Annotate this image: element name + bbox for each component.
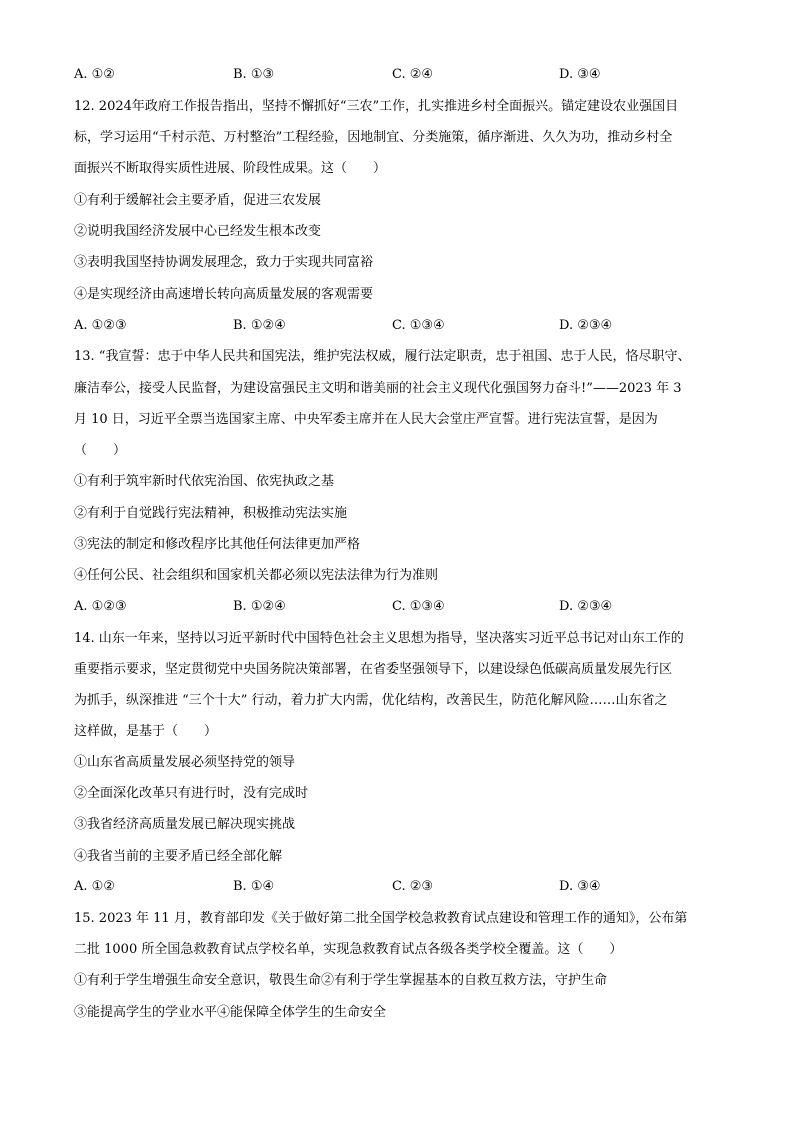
q14-option-a[interactable]: A. ①② (74, 879, 115, 894)
q14-item-4: ④我省当前的主要矛盾已经全部化解 (74, 849, 283, 864)
q14-stem-line-3: 为抓手，纵深推进 “三个十大” 行动，着力扩大内需，优化结构，改善民生，防范化解风险……山东省之 (74, 693, 668, 708)
q12-option-b[interactable]: B. ①②④ (233, 318, 286, 333)
q11-options (74, 65, 734, 85)
q12-option-c[interactable]: C. ①③④ (392, 318, 445, 333)
q13-item-4: ④任何公民、社会组织和国家机关都必须以宪法法律为行为准则 (74, 568, 439, 583)
q13-stem-line-1: 13. “我宣誓：忠于中华人民共和国宪法，维护宪法权威，履行法定职责，忠于祖国、忠于人民，恪尽职守、 (74, 349, 691, 364)
q12-stem-line-3: 面振兴不断取得实质性进展、阶段性成果。这（ ） (74, 161, 387, 176)
q14-options (74, 877, 734, 897)
q14-option-b[interactable]: B. ①④ (233, 879, 275, 894)
q11-option-c[interactable]: C. ②④ (392, 67, 434, 82)
q14-stem-line-1: 14. 山东一年来，坚持以习近平新时代中国特色社会主义思想为指导，坚决落实习近平总书记对山东工作的 (74, 631, 684, 646)
q14-stem-line-2: 重要指示要求，坚定贯彻党中央国务院决策部署，在省委坚强领导下，以建设绿色低碳高质量发展先行区 (74, 662, 673, 677)
q12-option-d[interactable]: D. ②③④ (559, 318, 613, 333)
q12-item-4: ④是实现经济由高速增长转向高质量发展的客观需要 (74, 287, 374, 302)
q13-item-1: ①有利于筑牢新时代依宪治国、依宪执政之基 (74, 474, 335, 489)
q12-stem-line-1: 12. 2024年政府工作报告指出，坚持不懈抓好“三农”工作，扎实推进乡村全面振兴。锚定建设农业强国目 (74, 99, 679, 114)
q13-item-3: ③宪法的制定和修改程序比其他任何法律更加严格 (74, 537, 361, 552)
q11-option-b[interactable]: B. ①③ (233, 67, 275, 82)
q15-stem-line-2: 二批 1000 所全国急救教育试点学校名单，实现急救教育试点各级各类学校全覆盖。这（ ） (74, 942, 623, 957)
q12-option-a[interactable]: A. ①②③ (74, 318, 127, 333)
q14-stem-line-4: 这样做，是基于（ ） (74, 724, 218, 739)
q14-option-d[interactable]: D. ③④ (559, 879, 601, 894)
q13-options (74, 597, 734, 617)
q15-stem-line-1: 15. 2023 年 11 月，教育部印发《关于做好第二批全国学校急救教育试点建设和管理工作的通知》，公布第 (74, 911, 688, 926)
q13-option-b[interactable]: B. ①②④ (233, 599, 286, 614)
q12-stem-line-2: 标，学习运用“千村示范、万村整治”工程经验，因地制宜、分类施策，循序渐进、久久为功，推动乡村全 (74, 130, 673, 145)
q14-item-3: ③我省经济高质量发展已解决现实挑战 (74, 817, 296, 832)
q14-item-2: ②全面深化改革只有进行时，没有完成时 (74, 786, 309, 801)
q11-option-a[interactable]: A. ①② (74, 67, 115, 82)
q14-option-c[interactable]: C. ②③ (392, 879, 434, 894)
q15-item-line-2: ③能提高学生的学业水平④能保障全体学生的生命安全 (74, 1005, 387, 1020)
q13-stem-line-4: （ ） (74, 443, 127, 458)
q13-option-d[interactable]: D. ②③④ (559, 599, 613, 614)
q13-option-c[interactable]: C. ①③④ (392, 599, 445, 614)
q14-item-1: ①山东省高质量发展必须坚持党的领导 (74, 755, 296, 770)
q13-stem-line-2: 廉洁奉公，接受人民监督，为建设富强民主文明和谐美丽的社会主义现代化强国努力奋斗!”——2023 年 3 (74, 381, 682, 396)
q12-item-2: ②说明我国经济发展中心已经发生根本改变 (74, 224, 322, 239)
q12-item-3: ③表明我国坚持协调发展理念，致力于实现共同富裕 (74, 255, 374, 270)
q13-option-a[interactable]: A. ①②③ (74, 599, 127, 614)
q12-options (74, 316, 734, 336)
q12-item-1: ①有利于缓解社会主要矛盾，促进三农发展 (74, 193, 322, 208)
q11-option-d[interactable]: D. ③④ (559, 67, 601, 82)
q13-stem-line-3: 月 10 日，习近平全票当选国家主席、中央军委主席并在人民大会堂庄严宣誓。进行宪法宣誓，是因为 (74, 412, 658, 427)
q13-item-2: ②有利于自觉践行宪法精神，积极推动宪法实施 (74, 506, 348, 521)
q15-item-line-1: ①有利于学生增强生命安全意识，敬畏生命②有利于学生掌握基本的自救互救方法，守护生命 (74, 973, 608, 988)
